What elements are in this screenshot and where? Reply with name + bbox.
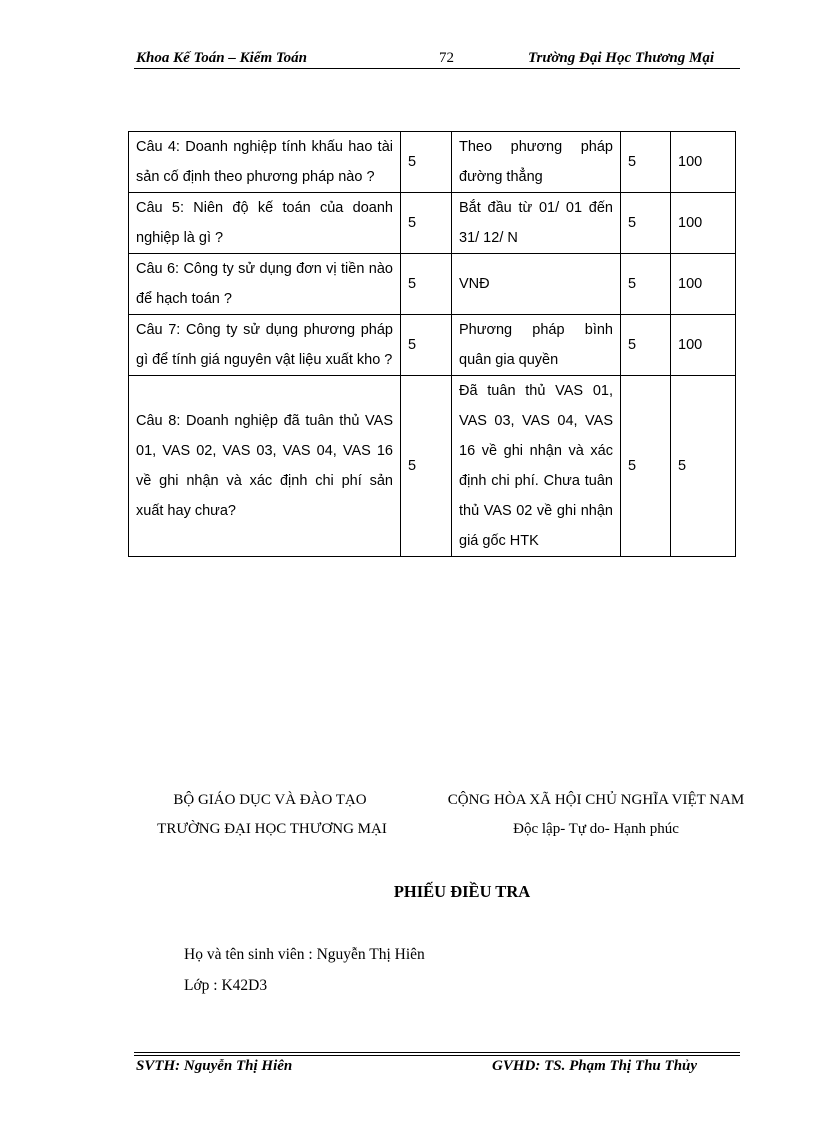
national-motto: Độc lập- Tự do- Hạnh phúc (513, 821, 679, 837)
table-row (129, 193, 736, 254)
footer-rule (134, 1052, 740, 1053)
question-cell: Câu 6: Công ty sử dụng đơn vị tiền nào để hạch toán ? (129, 254, 401, 315)
respondents-cell: 5 (401, 376, 452, 557)
answer-cell: Bắt đầu từ 01/ 01 đến 31/ 12/ N (452, 193, 621, 254)
page-title: PHIẾU ĐIỀU TRA (393, 882, 531, 901)
answer-cell: Phương pháp bình quân gia quyền (452, 315, 621, 376)
answer-cell: Đã tuân thủ VAS 01, VAS 03, VAS 04, VAS 16 về ghi nhận và xác định chi phí. Chưa tuân thủ VAS 02 về ghi nhận giá gốc HTK (452, 376, 621, 557)
question-cell: Câu 5: Niên độ kế toán của doanh nghiệp là gì ? (129, 193, 401, 254)
university-name: TRƯỜNG ĐẠI HỌC THƯƠNG MẠI (157, 821, 387, 837)
table-row (129, 132, 736, 193)
count-cell: 5 (621, 376, 671, 557)
answer-cell: Theo phương pháp đường thẳng (452, 132, 621, 193)
percent-cell: 5 (671, 376, 736, 557)
footer-rule (134, 1055, 740, 1056)
header-rule (134, 68, 740, 69)
respondents-cell: 5 (401, 193, 452, 254)
republic-name: CỘNG HÒA XÃ HỘI CHỦ NGHĨA VIỆT NAM (447, 792, 745, 808)
percent-cell: 100 (671, 193, 736, 254)
percent-cell: 100 (671, 132, 736, 193)
header-faculty: Khoa Kế Toán – Kiểm Toán (136, 50, 308, 66)
footer-supervisor: GVHD: TS. Phạm Thị Thu Thủy (492, 1058, 698, 1074)
percent-cell: 100 (671, 254, 736, 315)
page-header (134, 50, 740, 70)
question-cell: Câu 7: Công ty sử dụng phương pháp gì để tính giá nguyên vật liệu xuất kho ? (129, 315, 401, 376)
footer-student: SVTH: Nguyễn Thị Hiên (136, 1058, 293, 1074)
respondents-cell: 5 (401, 254, 452, 315)
count-cell: 5 (621, 254, 671, 315)
count-cell: 5 (621, 132, 671, 193)
count-cell: 5 (621, 315, 671, 376)
table-row (129, 376, 736, 557)
percent-cell: 100 (671, 315, 736, 376)
count-cell: 5 (621, 193, 671, 254)
student-name-field: Họ và tên sinh viên : Nguyễn Thị Hiên (184, 946, 425, 963)
survey-table (128, 131, 736, 557)
table-row (129, 315, 736, 376)
header-university: Trường Đại Học Thương Mại (527, 50, 714, 66)
ministry-name: BỘ GIÁO DỤC VÀ ĐÀO TẠO (173, 792, 367, 808)
answer-cell: VNĐ (452, 254, 621, 315)
class-field: Lớp : K42D3 (184, 977, 268, 994)
page-number: 72 (439, 50, 454, 66)
respondents-cell: 5 (401, 132, 452, 193)
question-cell: Câu 8: Doanh nghiệp đã tuân thủ VAS 01, VAS 02, VAS 03, VAS 04, VAS 16 về ghi nhận và xác định chi phí sản xuất hay chưa? (129, 376, 401, 557)
respondents-cell: 5 (401, 315, 452, 376)
table-row (129, 254, 736, 315)
question-cell: Câu 4: Doanh nghiệp tính khấu hao tài sản cố định theo phương pháp nào ? (129, 132, 401, 193)
